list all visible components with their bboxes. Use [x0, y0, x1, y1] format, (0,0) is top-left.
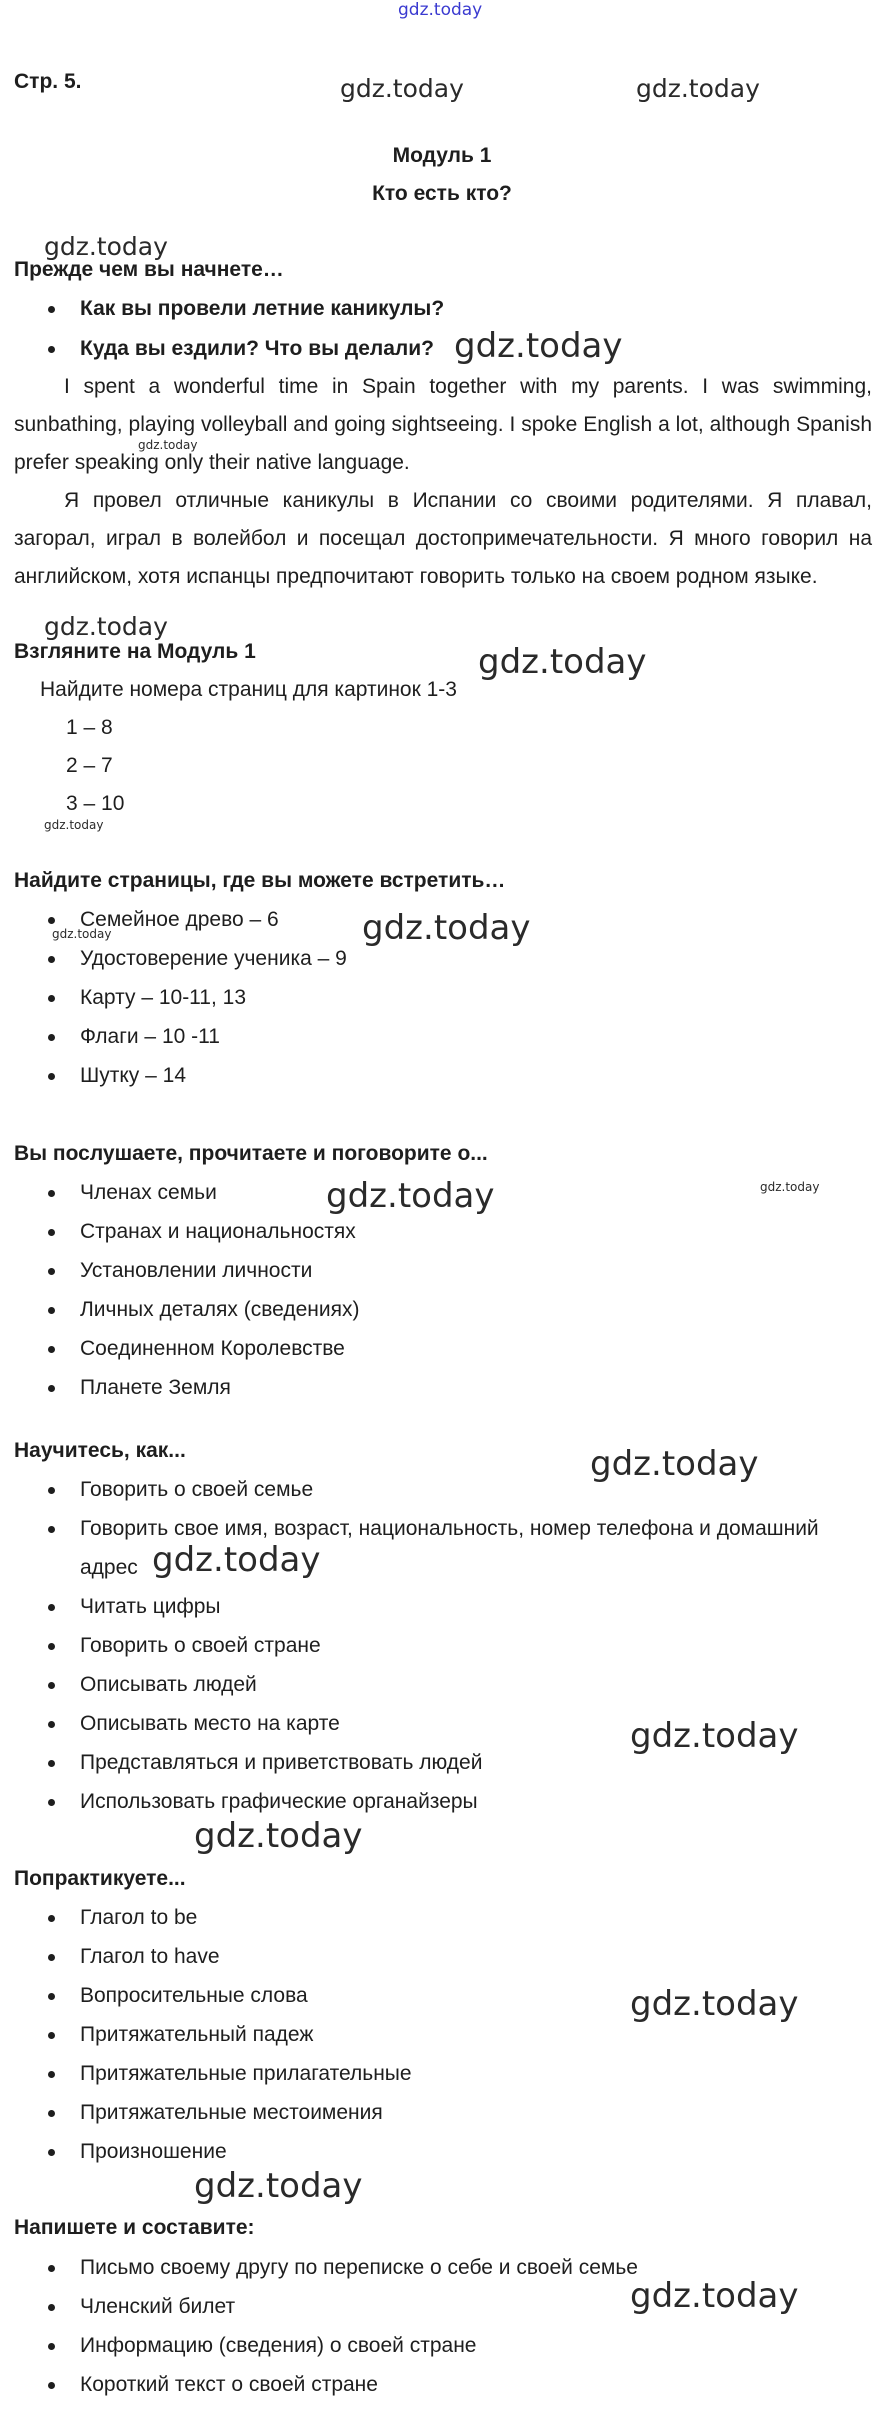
- list-item: Личных деталях (сведениях): [80, 1298, 360, 1321]
- bullet-icon: [48, 1604, 55, 1611]
- list-item: Произношение: [80, 2140, 227, 2163]
- list-item: Использовать графические органайзеры: [80, 1790, 478, 1813]
- list-item: Говорить о своей семье: [80, 1478, 314, 1501]
- bullet-icon: [48, 956, 55, 963]
- bullet-icon: [48, 346, 55, 353]
- instruction: Найдите номера страниц для картинок 1-3: [40, 678, 457, 701]
- bullet-icon: [48, 2149, 55, 2156]
- bullet-icon: [48, 1034, 55, 1041]
- bullet-icon: [48, 1307, 55, 1314]
- list-item: Как вы провели летние каникулы?: [80, 297, 445, 320]
- watermark: gdz.today: [138, 438, 198, 452]
- bullet-icon: [48, 2304, 55, 2311]
- list-item: Информацию (сведения) о своей стране: [80, 2334, 477, 2357]
- watermark: gdz.today: [398, 0, 483, 20]
- watermark: gdz.today: [340, 74, 464, 103]
- watermark: gdz.today: [326, 1176, 495, 1216]
- list-item: Соединенном Королевстве: [80, 1337, 345, 1360]
- section-heading: Взгляните на Модуль 1: [14, 640, 256, 663]
- list-item: Карту – 10-11, 13: [80, 986, 247, 1009]
- bullet-icon: [48, 1229, 55, 1236]
- list-item: Установлении личности: [80, 1259, 313, 1282]
- bullet-icon: [48, 1760, 55, 1767]
- bullet-icon: [48, 2343, 55, 2350]
- russian-paragraph: Я провел отличные каникулы в Испании со своими родителями. Я плавал, загорал, играл в волейбол и посещал достопримечательности. Я много говорил на английском, хотя испанцы предпочитают говорить только на своем родном языке.: [14, 489, 872, 588]
- list-item: Флаги – 10 -11: [80, 1025, 220, 1048]
- answer-item: 1 – 8: [66, 716, 113, 739]
- watermark: gdz.today: [194, 2166, 363, 2206]
- watermark: gdz.today: [630, 2276, 799, 2316]
- section-heading: Прежде чем вы начнете…: [14, 258, 284, 281]
- list-item: Описывать место на карте: [80, 1712, 340, 1735]
- list-item: Короткий текст о своей стране: [80, 2373, 378, 2396]
- watermark: gdz.today: [630, 1716, 799, 1756]
- bullet-icon: [48, 917, 55, 924]
- watermark: gdz.today: [362, 908, 531, 948]
- list-item: Притяжательные прилагательные: [80, 2062, 412, 2085]
- section-heading: Попрактикуете...: [14, 1867, 186, 1890]
- watermark: gdz.today: [44, 232, 168, 261]
- answer-item: 2 – 7: [66, 754, 113, 777]
- watermark: gdz.today: [454, 326, 623, 366]
- watermark: gdz.today: [478, 642, 647, 682]
- module-title: Модуль 1: [392, 144, 492, 167]
- bullet-icon: [48, 1643, 55, 1650]
- list-item: Представляться и приветствовать людей: [80, 1751, 483, 1774]
- bullet-icon: [48, 306, 55, 313]
- bullet-icon: [48, 1721, 55, 1728]
- english-paragraph: I spent a wonderful time in Spain together with my parents. I was swimming, sunbathing, playing volleyball and going sightseeing. I spoke English a lot, although Spanish prefer speaking only their native language.: [14, 375, 872, 474]
- bullet-icon: [48, 1268, 55, 1275]
- section-heading: Найдите страницы, где вы можете встретить…: [14, 869, 506, 892]
- list-item: Членах семьи: [80, 1181, 217, 1204]
- watermark: gdz.today: [630, 1984, 799, 2024]
- list-item: Читать цифры: [80, 1595, 221, 1618]
- bullet-icon: [48, 1954, 55, 1961]
- watermark: gdz.today: [760, 1180, 820, 1194]
- bullet-icon: [48, 1526, 55, 1533]
- page-ref: Стр. 5.: [14, 70, 82, 93]
- list-item: Говорить о своей стране: [80, 1634, 321, 1657]
- watermark: gdz.today: [590, 1444, 759, 1484]
- list-item: Странах и национальностях: [80, 1220, 356, 1243]
- watermark: gdz.today: [152, 1540, 321, 1580]
- module-subtitle: Кто есть кто?: [372, 182, 512, 205]
- bullet-icon: [48, 2265, 55, 2272]
- bullet-icon: [48, 1682, 55, 1689]
- bullet-icon: [48, 1190, 55, 1197]
- bullet-icon: [48, 2071, 55, 2078]
- section-heading: Напишете и составите:: [14, 2216, 255, 2239]
- list-item: Глагол to have: [80, 1945, 220, 1968]
- bullet-icon: [48, 1487, 55, 1494]
- section-heading: Научитесь, как...: [14, 1439, 186, 1462]
- bullet-icon: [48, 1073, 55, 1080]
- list-item: Семейное древо – 6: [80, 908, 279, 931]
- bullet-icon: [48, 2110, 55, 2117]
- list-item: Планете Земля: [80, 1376, 231, 1399]
- watermark: gdz.today: [44, 612, 168, 641]
- list-item: Притяжательные местоимения: [80, 2101, 383, 2124]
- list-item: Куда вы ездили? Что вы делали?: [80, 337, 434, 360]
- section-heading: Вы послушаете, прочитаете и поговорите о...: [14, 1142, 488, 1165]
- list-item: Шутку – 14: [80, 1064, 186, 1087]
- bullet-icon: [48, 1799, 55, 1806]
- list-item: Вопросительные слова: [80, 1984, 308, 2007]
- list-item: Говорить свое имя, возраст, национальность, номер телефона и домашний: [80, 1517, 819, 1540]
- list-item: Удостоверение ученика – 9: [80, 947, 347, 970]
- list-item: Притяжательный падеж: [80, 2023, 314, 2046]
- bullet-icon: [48, 1385, 55, 1392]
- list-item: Членский билет: [80, 2295, 236, 2318]
- answer-item: 3 – 10: [66, 792, 125, 815]
- watermark: gdz.today: [44, 818, 104, 832]
- bullet-icon: [48, 1915, 55, 1922]
- watermark: gdz.today: [194, 1816, 363, 1856]
- list-item: Глагол to be: [80, 1906, 198, 1929]
- bullet-icon: [48, 995, 55, 1002]
- list-item: Описывать людей: [80, 1673, 257, 1696]
- list-item: Письмо своему другу по переписке о себе и своей семье: [80, 2256, 638, 2279]
- bullet-icon: [48, 1993, 55, 2000]
- bullet-icon: [48, 1346, 55, 1353]
- bullet-icon: [48, 2382, 55, 2389]
- bullet-icon: [48, 2032, 55, 2039]
- watermark: gdz.today: [636, 74, 760, 103]
- watermark: gdz.today: [52, 927, 112, 941]
- list-item-continuation: адрес: [80, 1556, 138, 1579]
